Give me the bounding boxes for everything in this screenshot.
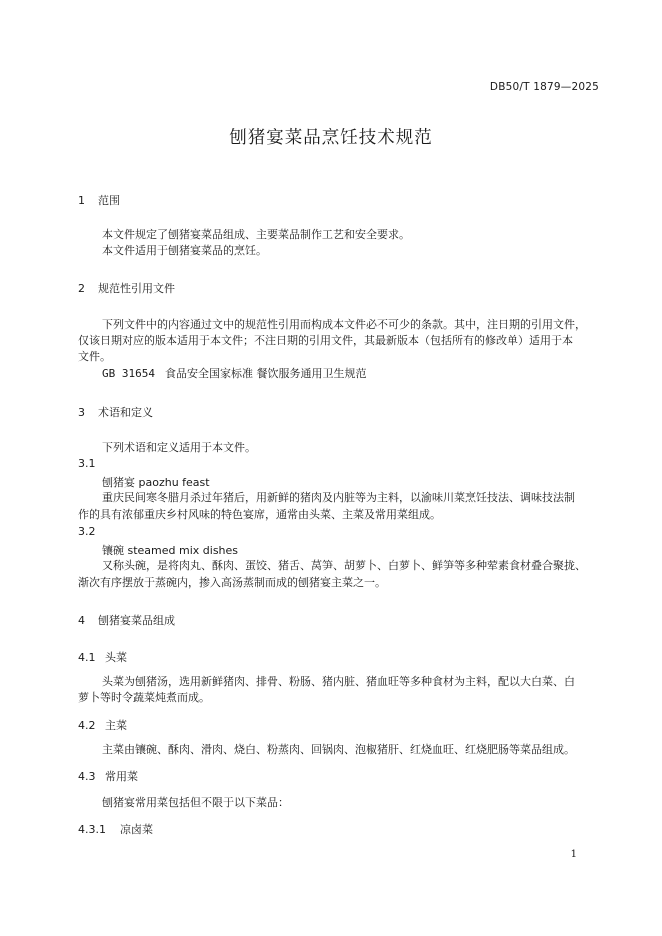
section-number: 1 — [78, 194, 85, 207]
subsection-number: 4.3 — [78, 770, 96, 783]
normative-reference — [102, 366, 366, 382]
term-name: 刨猪宴 paozhu feast — [102, 476, 210, 489]
subsubsection-title: 凉卤菜 — [120, 823, 153, 836]
section-title: 术语和定义 — [98, 406, 153, 419]
page-number: 1 — [570, 849, 577, 860]
paragraph-line: 刨猪宴常用菜包括但不限于以下菜品： — [102, 796, 289, 809]
subsection-heading — [78, 768, 138, 784]
subsection-number: 4.1 — [78, 651, 96, 664]
paragraph: 本文件适用于刨猪宴菜品的烹饪。 — [102, 244, 267, 257]
section-title: 范围 — [98, 194, 120, 207]
document-title: 刨猪宴菜品烹饪技术规范 — [229, 128, 433, 148]
section-heading — [78, 192, 120, 208]
subsection-number: 4.2 — [78, 719, 96, 732]
section-heading — [78, 280, 175, 296]
paragraph-line: 头菜为刨猪汤，选用新鲜猪肉、排骨、粉肠、猪内脏、猪血旺等多种食材为主料，配以大白菜、白 — [102, 675, 575, 688]
term-definition-line: 又称头碗，是将肉丸、酥肉、蛋饺、猪舌、莴笋、胡萝卜、白萝卜、鲜笋等多种荤素食材叠合聚拢、 — [102, 559, 586, 572]
subsection-title: 主菜 — [105, 719, 127, 732]
subsection-title: 常用菜 — [105, 770, 138, 783]
section-title: 刨猪宴菜品组成 — [98, 614, 175, 627]
paragraph: 下列术语和定义适用于本文件。 — [102, 441, 256, 454]
section-number: 3 — [78, 406, 85, 419]
term-definition-line: 作的具有浓郁重庆乡村风味的特色宴席，通常由头菜、主菜及常用菜组成。 — [78, 508, 441, 521]
term-definition-line: 渐次有序摆放于蒸碗内，掺入高汤蒸制而成的刨猪宴主菜之一。 — [78, 576, 386, 589]
paragraph-line: 仅该日期对应的版本适用于本文件；不注日期的引用文件，其最新版本（包括所有的修改单）适用于本 — [78, 334, 573, 347]
subsubsection-number: 4.3.1 — [78, 823, 106, 836]
paragraph-line: 下列文件中的内容通过文中的规范性引用而构成本文件必不可少的条款。其中，注日期的引用文件， — [102, 318, 586, 331]
paragraph-line: 主菜由镶碗、酥肉、滑肉、烧白、粉蒸肉、回锅肉、泡椒猪肝、红烧血旺、红烧肥肠等菜品组成。 — [102, 743, 575, 756]
reference-code: GB 31654 — [102, 367, 155, 380]
section-number: 4 — [78, 614, 85, 627]
subsection-heading — [78, 649, 127, 665]
document-number: DB50/T 1879—2025 — [489, 81, 599, 93]
section-heading — [78, 404, 153, 420]
paragraph-line: 文件。 — [78, 350, 111, 363]
paragraph: 本文件规定了刨猪宴菜品组成、主要菜品制作工艺和安全要求。 — [102, 228, 410, 241]
term-name: 镶碗 steamed mix dishes — [102, 544, 239, 557]
term-number: 3.1 — [78, 457, 96, 470]
section-number: 2 — [78, 282, 85, 295]
subsubsection-heading — [78, 821, 153, 837]
term-definition-line: 重庆民间寒冬腊月杀过年猪后，用新鲜的猪肉及内脏等为主料，以渝味川菜烹饪技法、调味技法制 — [102, 491, 575, 504]
section-heading — [78, 612, 175, 628]
subsection-title: 头菜 — [105, 651, 127, 664]
term-number: 3.2 — [78, 525, 96, 538]
section-title: 规范性引用文件 — [98, 282, 175, 295]
subsection-heading — [78, 717, 127, 733]
paragraph-line: 萝卜等时令蔬菜炖煮而成。 — [78, 691, 210, 704]
reference-title: 食品安全国家标准 餐饮服务通用卫生规范 — [164, 367, 367, 380]
